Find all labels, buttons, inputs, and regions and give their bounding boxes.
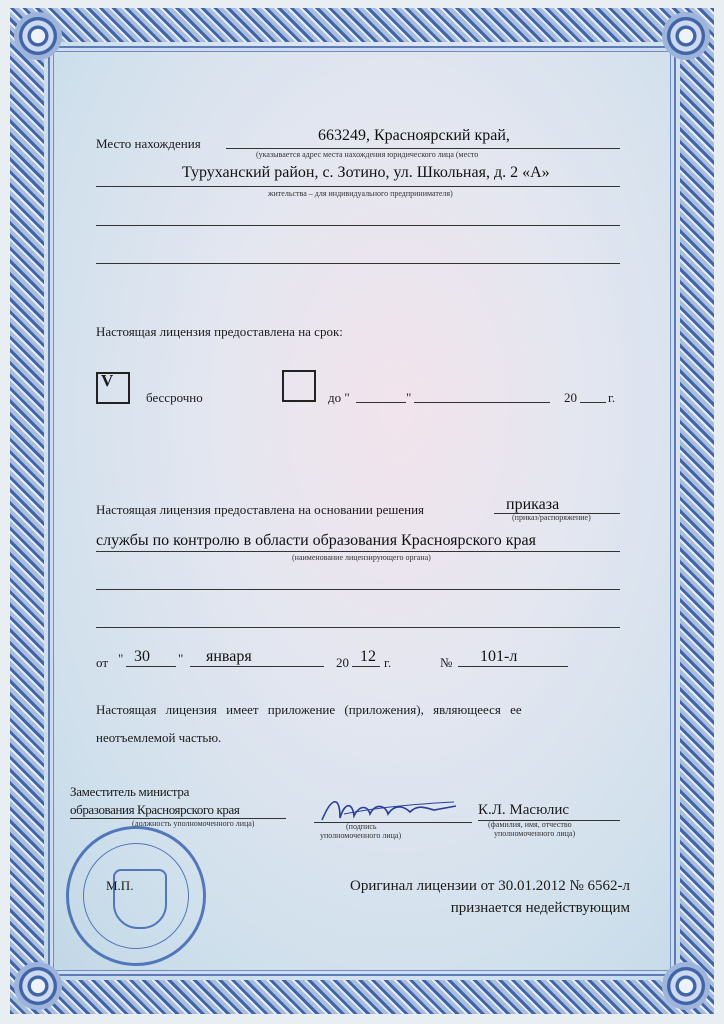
date-day-value: 30: [134, 648, 150, 665]
blank-line: [96, 225, 620, 226]
signatory-position-1: Заместитель министра: [70, 784, 190, 799]
date-year-line: [352, 666, 380, 667]
blank-line: [96, 263, 620, 264]
date-year-prefix: 20: [336, 655, 349, 670]
until-month-line: [414, 402, 550, 403]
date-year-suffix: г.: [384, 655, 392, 670]
signature-hint-2: уполномоченного лица): [320, 831, 402, 840]
location-hint-2: жительства – для индивидуального предпринимателя): [268, 189, 453, 198]
name-hint-1: (фамилия, имя, отчество: [488, 820, 572, 829]
name-hint-2: уполномоченного лица): [494, 829, 576, 838]
location-line-2: [96, 186, 620, 187]
location-hint-1: (указывается адрес места нахождения юридического лица (место: [256, 150, 479, 159]
location-line-1: [226, 148, 620, 149]
date-open-quote: ": [118, 651, 124, 666]
signatory-name: К.Л. Масюлис: [478, 802, 570, 818]
date-from-label: от: [96, 655, 109, 670]
number-line: [458, 666, 568, 667]
organ-line: [96, 551, 620, 552]
date-month-line: [190, 666, 324, 667]
check-mark-icon: V: [101, 371, 114, 390]
until-day-line: [356, 402, 406, 403]
corner-ornament-icon: [14, 12, 62, 60]
until-label: до ": [328, 390, 350, 405]
signatory-position-2: образования Красноярского края: [70, 802, 240, 817]
note-line-2: признается недействующим: [450, 900, 630, 916]
signature-hint-1: (подпись: [346, 822, 377, 831]
position-hint: (должность уполномоченного лица): [132, 819, 255, 828]
number-label: №: [440, 655, 453, 670]
date-year-value: 12: [360, 648, 376, 665]
organ-hint: (наименование лицензирующего органа): [292, 553, 431, 562]
appendix-line-2: неотъемлемой частью.: [96, 730, 222, 745]
date-close-quote: ": [178, 651, 184, 666]
location-value-1: 663249, Красноярский край,: [318, 127, 510, 144]
signature-icon: [314, 790, 464, 830]
decision-type-value: приказа: [506, 496, 560, 513]
until-year-prefix: 20: [564, 390, 577, 405]
until-year-line: [580, 402, 606, 403]
basis-label: Настоящая лицензия предоставлена на основании решения: [96, 502, 425, 517]
appendix-line-1: Настоящая лицензия имеет приложение (приложения), являющееся ее: [96, 702, 522, 717]
number-value: 101-л: [480, 648, 518, 665]
corner-ornament-icon: [662, 962, 710, 1010]
note-line-1: Оригинал лицензии от 30.01.2012 № 6562-л: [350, 878, 630, 894]
checkbox-until: [282, 370, 316, 402]
seal-label: М.П.: [106, 878, 134, 893]
organ-value: службы по контролю в области образования Красноярского края: [96, 532, 536, 549]
until-close-quote: ": [406, 390, 412, 405]
location-value-2: Туруханский район, с. Зотино, ул. Школьная, д. 2 «А»: [182, 164, 550, 181]
blank-line: [96, 589, 620, 590]
corner-ornament-icon: [662, 12, 710, 60]
official-seal: [66, 826, 206, 966]
date-day-line: [126, 666, 176, 667]
location-label: Место нахождения: [96, 136, 201, 151]
until-year-suffix: г.: [608, 390, 616, 405]
corner-ornament-icon: [14, 962, 62, 1010]
decision-type-hint: (приказ/распоряжение): [512, 513, 591, 522]
option-indefinite-label: бессрочно: [146, 390, 203, 405]
date-month-value: января: [206, 648, 252, 665]
signature-line: [314, 822, 472, 823]
blank-line: [96, 627, 620, 628]
term-label: Настоящая лицензия предоставлена на срок:: [96, 324, 343, 339]
